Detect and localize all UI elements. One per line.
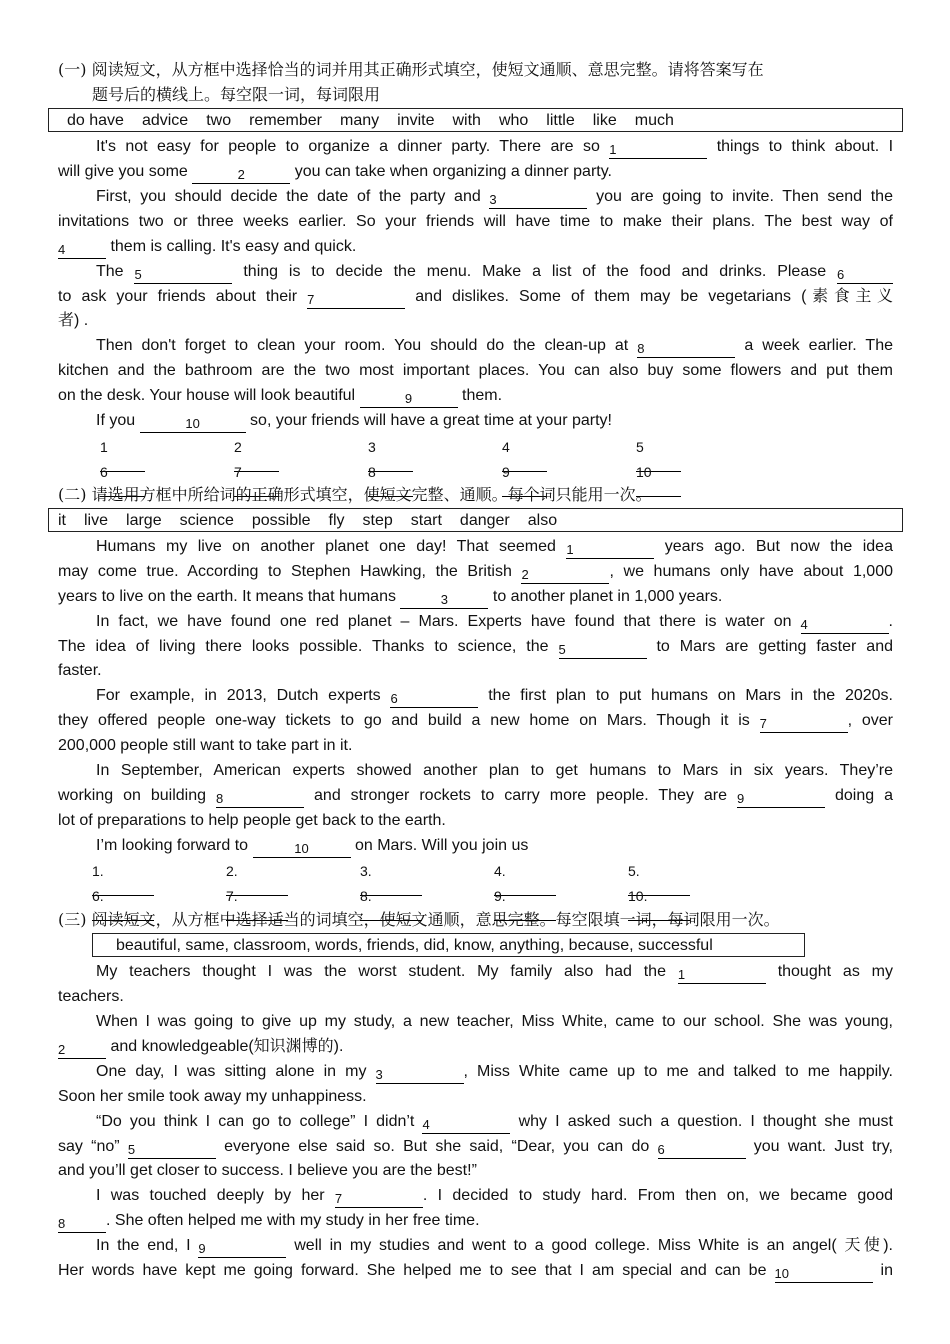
answer-slot[interactable]: 6 [100, 463, 145, 499]
section3-title: (三) 阅读短文，从方框中选择适当的词填空，使短文通顺，意思完整。每空限填一词，每词限用一次。 [58, 910, 780, 929]
passage1-line: to ask your friends about their 7 and dislikes. Some of them may be vegetarians (素食主义 [58, 288, 894, 307]
answer-slot[interactable]: 1 [100, 438, 145, 474]
answer-slot[interactable]: 7 [234, 463, 279, 499]
word-box-item: possible [251, 512, 311, 529]
blank-2[interactable]: 2 [192, 167, 290, 184]
blank-10[interactable]: 10 [775, 1266, 873, 1283]
passage3-line: Soon her smile took away my unhappiness. [58, 1088, 367, 1105]
blank-4[interactable]: 4 [58, 242, 106, 259]
passage3-line: teachers. [58, 988, 124, 1005]
word-box-item: it [58, 512, 66, 529]
passage2-line: they offered people one-way tickets to go and build a new home on Mars. Though it is 7 , over [58, 712, 894, 731]
passage1-line: kitchen and the bathroom are the two most important places. You can also buy some flowers and put them [58, 362, 893, 379]
blank-9[interactable]: 9 [198, 1241, 286, 1258]
answer-slot[interactable]: 6. [92, 887, 154, 923]
passage2-line: years to live on the earth. It means that humans 3 to another planet in 1,000 years. [58, 588, 723, 607]
answer-slot[interactable]: 3 [368, 438, 413, 474]
answer-slot[interactable]: 4 [502, 438, 547, 474]
answer-slot[interactable]: 4. [494, 862, 556, 898]
passage2-line: lot of preparations to help people get back to the earth. [58, 812, 446, 829]
answer-slot[interactable]: 5 [636, 438, 681, 474]
passage2-line: I’m looking forward to 10 on Mars. Will you join us [96, 837, 529, 856]
word-box-1 [48, 108, 903, 132]
blank-4[interactable]: 4 [422, 1117, 510, 1134]
word-box-item: many [340, 112, 380, 129]
answer-slot[interactable]: 8 [368, 463, 413, 499]
passage3-line: 8 . She often helped me with my study in her free time. [58, 1212, 480, 1231]
blank-1[interactable]: 1 [609, 142, 707, 159]
word-box-item: step [362, 512, 393, 529]
passage3-line: One day, I was sitting alone in my 3 , Miss White came up to me and talked to me happily. [96, 1063, 893, 1082]
passage1-line: invitations two or three weeks earlier. So your friends will have time to make their plans. The best way of [58, 213, 893, 230]
passage2-line: In September, American experts showed another plan to get humans to Mars in six years. They’re [96, 762, 893, 779]
passage3-line: In the end, I 9 well in my studies and went to a good college. Miss White is an angel( 天使). [96, 1237, 893, 1256]
passage2-line: 200,000 people still want to take part in it. [58, 737, 353, 754]
word-box-item: start [410, 512, 442, 529]
blank-3[interactable]: 3 [400, 592, 488, 609]
word-box-item: large [126, 512, 162, 529]
blank-8[interactable]: 8 [216, 791, 304, 808]
blank-4[interactable]: 4 [801, 617, 889, 634]
blank-9[interactable]: 9 [360, 391, 458, 408]
passage3-line: 2 and knowledgeable(知识渊博的). [58, 1038, 344, 1057]
answer-slot[interactable]: 10 [636, 463, 681, 499]
word-box-item: who [498, 112, 529, 129]
word-box-item: like [592, 112, 617, 129]
word-box-item: also [527, 512, 558, 529]
answer-slot[interactable]: 5. [628, 862, 690, 898]
answer-slot[interactable]: 2. [226, 862, 288, 898]
answer-slot[interactable]: 7. [226, 887, 288, 923]
passage1-line: The 5 thing is to decide the menu. Make a list of the food and drinks. Please 6 [58, 262, 893, 284]
word-box-item: advice [141, 112, 189, 129]
blank-2[interactable]: 2 [521, 567, 609, 584]
answer-slot[interactable]: 1. [92, 862, 154, 898]
passage1-line: Then don't forget to clean your room. You should do the clean-up at 8 a week earlier. The [96, 337, 894, 356]
passage2-line: In fact, we have found one red planet – Mars. Experts have found that there is water on 4 . [96, 613, 893, 632]
blank-8[interactable]: 8 [58, 1216, 106, 1233]
blank-1[interactable]: 1 [678, 967, 766, 984]
passage3-line: say “no” 5 everyone else said so. But she said, “Dear, you can do 6 you want. Just try, [58, 1138, 893, 1157]
section1-title: (一) 阅读短文，从方框中选择恰当的词并用其正确形式填空，使短文通顺、意思完整。请将答案写在 [58, 60, 764, 79]
word-box-item: two [206, 112, 232, 129]
passage2-line: Humans my live on another planet one day! That seemed 1 years ago. But now the idea [96, 538, 893, 557]
word-box-3: beautiful, same, classroom, words, friends, did, know, anything, because, successful [92, 933, 805, 957]
passage2-line: The idea of living there looks possible. Thanks to science, the 5 to Mars are getting faster and [58, 638, 893, 657]
word-box-item: fly [328, 512, 345, 529]
word-box-item: little [546, 112, 575, 129]
passage2-line: working on building 8 and stronger rockets to carry more people. They are 9 doing a [58, 787, 894, 806]
word-box-2 [48, 508, 903, 532]
passage3-line: “Do you think I can go to college” I didn’t 4 why I asked such a question. I thought she must [96, 1113, 894, 1132]
blank-6[interactable]: 6 [658, 1142, 746, 1159]
passage3-line: and you’ll get closer to success. I believe you are the best!” [58, 1162, 477, 1179]
answer-slot[interactable]: 3. [360, 862, 422, 898]
passage1-line: First, you should decide the date of the party and 3 you are going to invite. Then send the [96, 188, 893, 207]
blank-10[interactable]: 10 [140, 416, 246, 433]
blank-5[interactable]: 5 [134, 267, 232, 284]
blank-2[interactable]: 2 [58, 1042, 106, 1059]
passage3-line: I was touched deeply by her 7 . I decided to study hard. From then on, we became good [96, 1187, 893, 1206]
passage2-line: For example, in 2013, Dutch experts 6 the first plan to put humans on Mars in the 2020s. [96, 687, 894, 706]
section1-title-cont: 题号后的横线上。每空限一词，每词限用 [92, 85, 381, 104]
answer-slot[interactable]: 9. [494, 887, 556, 923]
word-box-item: science [179, 512, 234, 529]
blank-9[interactable]: 9 [737, 791, 825, 808]
blank-7[interactable]: 7 [307, 292, 405, 309]
answer-slot[interactable]: 9 [502, 463, 547, 499]
word-box-item: live [84, 512, 109, 529]
passage2-line: may come true. According to Stephen Hawking, the British 2 , we humans only have about 1,000 [58, 563, 893, 582]
blank-6[interactable]: 6 [837, 267, 893, 284]
passage1-line: will give you some 2 you can take when organizing a dinner party. [58, 163, 612, 182]
passage1-line: If you 10 so, your friends will have a great time at your party! [96, 412, 612, 431]
word-box-item: remember [249, 112, 322, 129]
blank-5[interactable]: 5 [559, 642, 647, 659]
passage1-line: 4 them is calling. It's easy and quick. [58, 238, 357, 257]
passage3-line: My teachers thought I was the worst student. My family also had the 1 thought as my [96, 963, 893, 982]
answer-slot[interactable]: 2 [234, 438, 279, 474]
blank-3[interactable]: 3 [376, 1067, 464, 1084]
section2-title: (二) 请选用方框中所给词的正确形式填空，使短文完整、通顺。每个词只能用一次。 [58, 485, 652, 504]
blank-7[interactable]: 7 [760, 716, 848, 733]
passage1-line: on the desk. Your house will look beautiful 9 them. [58, 387, 503, 406]
blank-10[interactable]: 10 [253, 841, 351, 858]
answer-slot[interactable]: 10. [628, 887, 690, 923]
word-box-item: much [634, 112, 674, 129]
word-box-item: danger [459, 512, 510, 529]
word-box-item: with [452, 112, 481, 129]
passage3-line: When I was going to give up my study, a new teacher, Miss White, came to our school. She was young, [96, 1013, 893, 1030]
blank-1[interactable]: 1 [566, 542, 654, 559]
passage2-line: faster. [58, 662, 102, 679]
blank-7[interactable]: 7 [335, 1191, 423, 1208]
passage1-line: 者) . [58, 312, 89, 329]
word-box-item: do have [67, 112, 124, 129]
blank-6[interactable]: 6 [390, 691, 478, 708]
answer-slot[interactable]: 8. [360, 887, 422, 923]
blank-3[interactable]: 3 [489, 192, 587, 209]
word-box-item: invite [397, 112, 435, 129]
blank-8[interactable]: 8 [637, 341, 735, 358]
passage1-line: It's not easy for people to organize a dinner party. There are so 1 things to think about. I [96, 138, 894, 157]
blank-5[interactable]: 5 [128, 1142, 216, 1159]
passage3-line: Her words have kept me going forward. She helped me to see that I am special and can be 10 in [58, 1262, 893, 1281]
